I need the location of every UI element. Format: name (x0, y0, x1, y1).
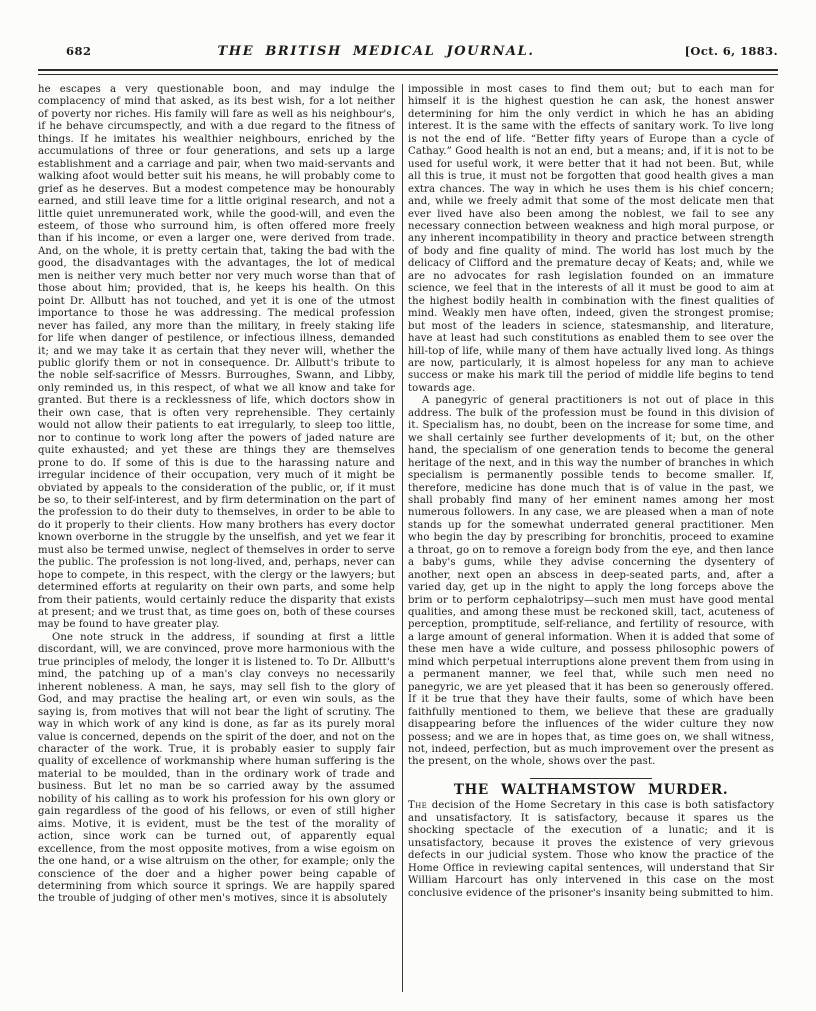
header-double-rule (38, 69, 778, 75)
page-header (38, 44, 778, 62)
body-paragraph: impossible in most cases to find them out; but to each man for himself it is the highest question he can ask, the honest answer determining for him the only verdict in which he has an abiding interest. It is the same with the effects of sanitary work. To live long is not the end of life. “Better fifty years of Europe than a cycle of Cathay.” Good health is not an end, but a means; and, if it is not to be used for useful work, it were better that it had not been. But, while all this is true, it must not be forgotten that good health gives a man extra chances. The way in which he uses them is his chief concern; and, while we freely admit that some of the most delicate men that ever lived have also been among the noblest, we fail to see any necessary connection between weakness and high moral purpose, or any inherent incompatibility in theory and practice between strength of body and fine quality of mind. The world has lost much by the delicacy of Clifford and the premature decay of Keats; and, while we are no advocates for rash legislation founded on an immature science, we feel that in the interests of all it must be good to aim at the highest bodily health in combination with the finest qualities of mind. Weakly men have often, indeed, given the strongest promise; but most of the leaders in science, statesmanship, and literature, have at least had such constitutions as enabled them to see over the hill-top of life, while many of them have actually lived long. As things are now, particularly, it is almost hopeless for any man to achieve success or make his mark till the period of middle life begins to tend towards age. (408, 84, 774, 394)
body-paragraph: A panegyric of general practitioners is not out of place in this address. The bulk of the profession must be found in this division of it. Specialism has, no doubt, been on the increase for some time, and we shall certainly see further developments of it; but, on the other hand, the specialism of one generation tends to become the general heritage of the next, and in this way the number of branches in which specialism is permanently possible tends to become smaller. If, therefore, medicine has done much that is of value in the past, we shall probably find many of her eminent names among her most numerous followers. In any case, we are pleased when a man of note stands up for the somewhat underrated general practitioner. Men who begin the day by prescribing for bronchitis, proceed to examine a throat, go on to remove a foreign body from the eye, and then lance a baby's gums, while they advise concerning the dysentery of another, next open an abscess in deep-seated parts, and, after a varied day, get up in the night to apply the long forceps above the brim or to perform cephalotripsy—such men must have good mental qualities, and among these must be reckoned skill, tact, acuteness of perception, promptitude, self-reliance, and fertility of resource, with a large amount of general information. When it is added that some of these men have a wide culture, and possess philosophic powers of mind which perpetual interruptions alone prevent them from using in a permanent manner, we feel that, while such men need no panegyric, we are yet pleased that it has been so generously offered. If it be true that they have their faults, some of which have been faithfully mentioned to them, we believe that these are gradually disappearing before the influences of the wider culture they now possess; and we are in hopes that, as time goes on, we shall witness, not, indeed, perfection, but as much improvement over the present as the present, on the whole, shows over the past. (408, 395, 774, 768)
page-number: 682 (66, 44, 92, 58)
issue-date: [Oct. 6, 1883. (684, 44, 778, 58)
article-columns (38, 84, 778, 996)
column-divider-rule (402, 84, 403, 992)
section-heading: THE WALTHAMSTOW MURDER. (453, 781, 729, 798)
body-paragraph: he escapes a very questionable boon, and may indulge the complacency of mind that asked, as its best wish, for a lot neither of poverty nor riches. His family will fare as well as his neighbour's, if he behave circumspectly, and with a due regard to the fitness of things. If he imitates his wealthier neighbours, enriched by the accumulations of three or four generations, and sets up a large establishment and a carriage and pair, when two maid-servants and walking afoot would better suit his means, he will probably come to grief as he deserves. But a modest competence may be honourably earned, and still leave time for a little original research, and not a little quiet unremunerated work, while the good-will, and even the esteem, of those who surround him, is often offered more freely than if his income, or even a larger one, were derived from trade. And, on the whole, it is pretty certain that, taking the bad with the good, the disadvantages with the advantages, the lot of medical men is neither very much better nor very much worse than that of those about him; provided, that is, he keeps his health. On this point Dr. Allbutt has not touched, and yet it is one of the utmost importance to those he was addressing. The medical profession never has failed, any more than the military, in freely staking life for life when danger of pestilence, or infectious illness, demanded it; and we may take it as certain that they never will, whether the public glorify them or not in consequence. Dr. Allbutt's tribute to the noble self-sacrifice of Messrs. Burroughes, Swann, and Libby, only reminded us, in this respect, of what we all know and take for granted. But there is a recklessness of life, which doctors show in their own case, that is often very reprehensible. They certainly would not allow their patients to eat irregularly, to sleep too little, nor to continue to work long after the powers of jaded nature are quite exhausted; and yet these are things they are themselves prone to do. If some of this is due to the harassing nature and irregular incidence of their occupation, very much of it might be obviated by appeals to the consideration of the public, or, if it must be so, to their self-interest, and by firm determination on the part of the profession to do their duty to themselves, in order to be able to do it properly to their clients. How many brothers has every doctor known overborne in the struggle by the unselfish, and yet we fear it must also be termed unwise, neglect of themselves in order to serve the public. The profession is not long-lived, and, perhaps, never can hope to compete, in this respect, with the clergy or the lawyers; but determined efforts at regularity on their own parts, and some help from their patients, would certainly reduce the disparity that exists at present; and we trust that, as time goes on, both of these courses may be found to have greater play. (38, 84, 396, 631)
paragraph-rest: decision of the Home Secretary in this case is both satisfactory and unsatisfactory. It is satisfactory, because it spares us the shocking spectacle of the execution of a lunatic; and it is unsatisfactory, because it proves the existence of very grievous defects in our judicial system. Those who know the practice of the Home Office in reviewing capital sentences, will understand that Sir William Harcourt has only intervened in this case on the most conclusive evidence of the prisoner's insanity being submitted to him. (408, 800, 775, 899)
body-paragraph: One note struck in the address, if sounding at first a little discordant, will, we are convinced, prove more harmonious with the true principles of melody, the longer it is listened to. To Dr. Allbutt's mind, the patching up of a man's clay conveys no necessarily inherent nobleness. A man, he says, may sell fish to the glory of God, and may practise the healing art, or even win souls, as the saying is, from motives that will not bear the light of scrutiny. The way in which work of any kind is done, as far as its purely moral value is concerned, depends on the spirit of the doer, and not on the character of the work. True, it is probably easier to supply fair quality of excellence of workmanship where human suffering is the material to be moulded, than in the ordinary work of trade and business. But let no man be so carried away by the assumed nobility of his calling as to work his profession for his own glory or gain regardless of the good of his fellows, or even of still higher aims. Motive, it is evident, must be the test of the morality of action, since work can be turned out, of apparently equal excellence, from the most opposite motives, from a wise egoism on the one hand, or a wise altruism on the other, for example; only the conscience of the doer and a higher power being capable of determining from which source it springs. We are happily spared the trouble of judging of other men's motives, since it is absolutely (38, 631, 395, 905)
journal-title: THE BRITISH MEDICAL JOURNAL. (217, 44, 535, 59)
section-separator-rule (530, 778, 652, 779)
body-paragraph (408, 800, 774, 900)
lead-word: The (408, 800, 428, 812)
right-column (408, 84, 774, 996)
left-column (38, 84, 395, 996)
